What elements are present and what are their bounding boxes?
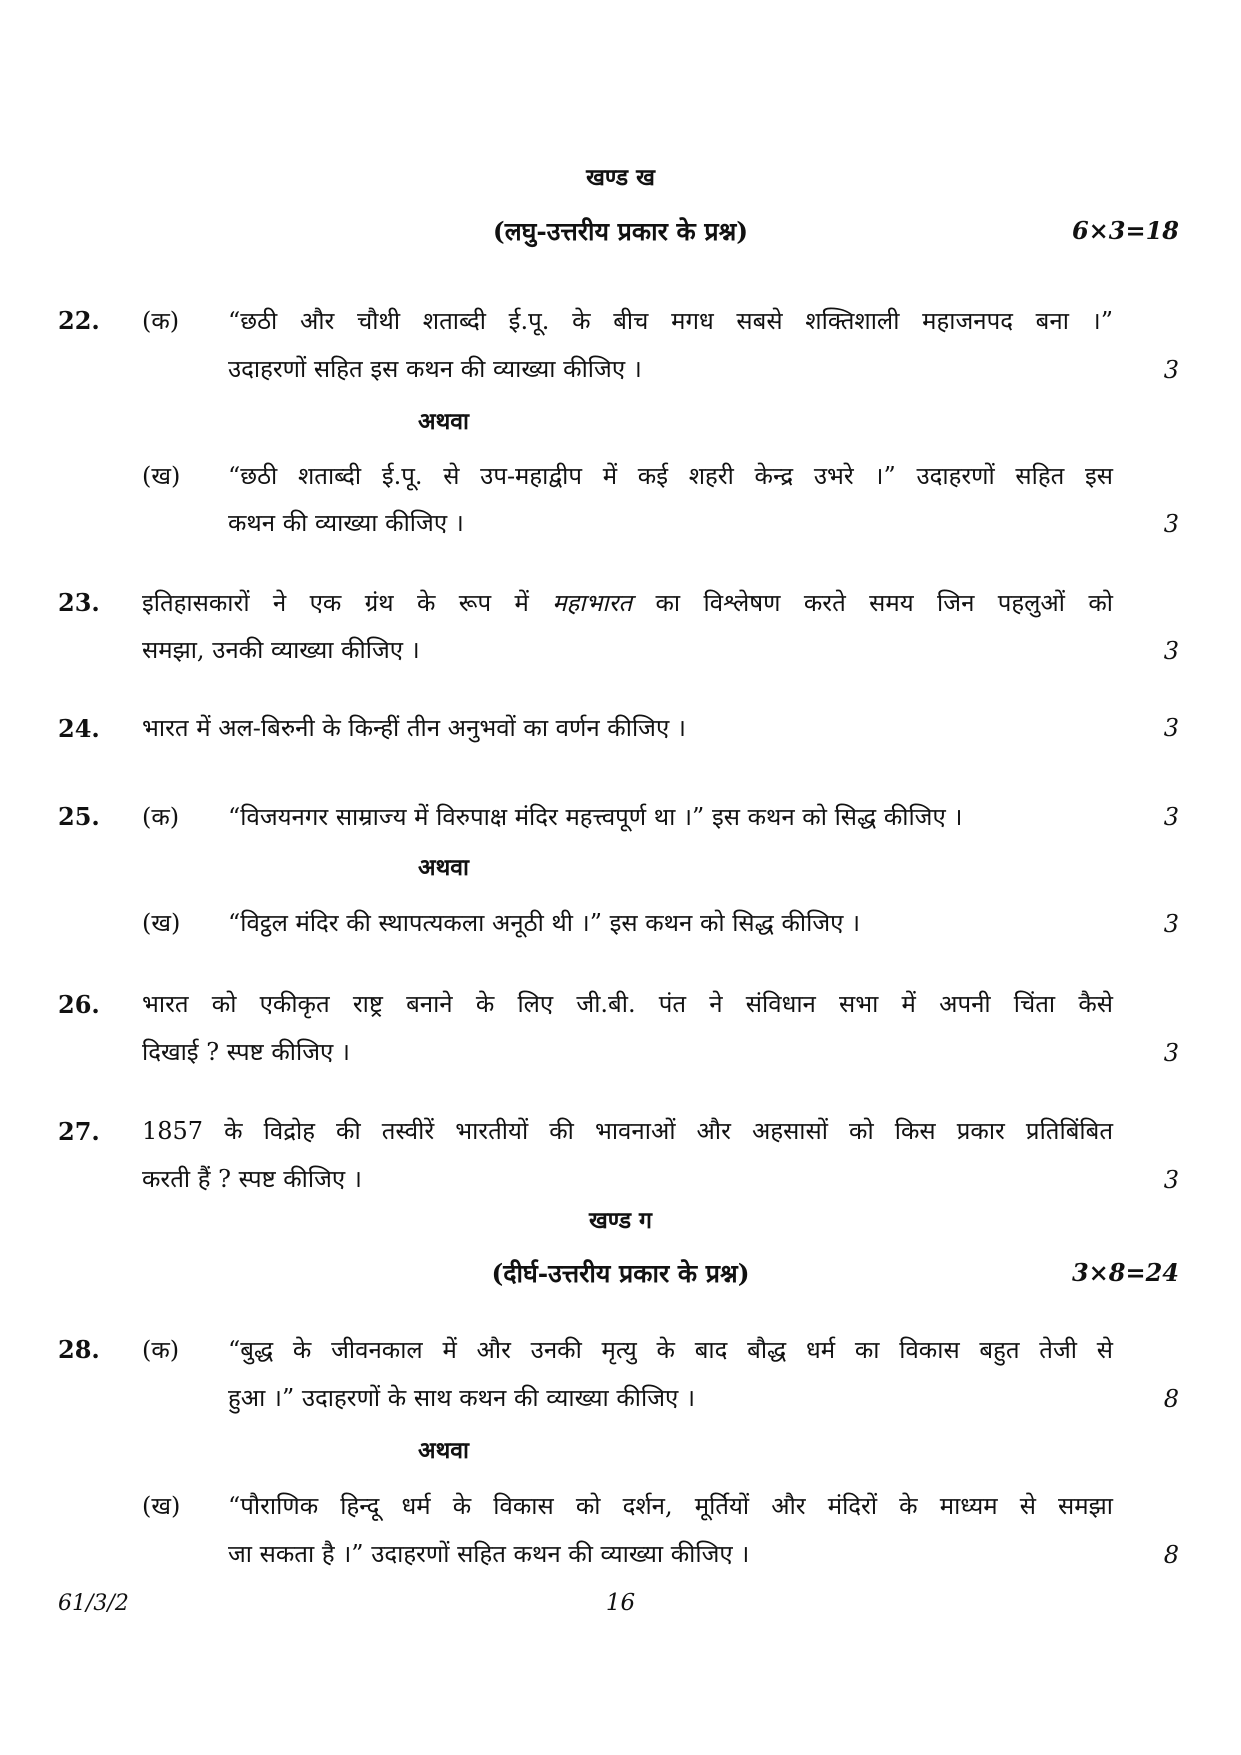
question-text: जा सकता है ।” उदाहरणों सहित कथन की व्याख्या कीजिए ।: [228, 1540, 750, 1568]
section-b-subtitle: (लघु-उत्तरीय प्रकार के प्रश्न): [492, 217, 749, 246]
marks: 3: [1163, 637, 1179, 665]
section-b-marks: 6×3=18: [1071, 216, 1179, 245]
question-number: 28.: [58, 1335, 100, 1364]
marks: 8: [1163, 1541, 1179, 1569]
question-text: भारत को एकीकृत राष्ट्र बनाने के लिए जी.बी. पंत ने संविधान सभा में अपनी चिंता कैसे: [142, 990, 1113, 1018]
question-number: 27.: [58, 1117, 100, 1146]
question-text: दिखाई ? स्पष्ट कीजिए ।: [142, 1038, 350, 1066]
option-label: (ख): [142, 909, 181, 937]
question-text: “छठी शताब्दी ई.पू. से उप-महाद्वीप में कई शहरी केन्द्र उभरे ।” उदाहरणों सहित इस: [228, 462, 1113, 490]
question-number: 22.: [58, 306, 100, 335]
marks: 3: [1163, 714, 1179, 742]
question-text: “विट्ठल मंदिर की स्थापत्यकला अनूठी थी ।” इस कथन को सिद्ध कीजिए ।: [228, 909, 861, 937]
marks: 3: [1163, 803, 1179, 831]
question-text: इतिहासकारों ने एक ग्रंथ के रूप में महाभारत का विश्लेषण करते समय जिन पहलुओं को: [142, 589, 1113, 617]
marks: 3: [1163, 510, 1179, 538]
question-number: 25.: [58, 802, 100, 831]
marks: 3: [1163, 1166, 1179, 1194]
or-label: अथवा: [418, 1437, 470, 1464]
section-c-subtitle: (दीर्घ-उत्तरीय प्रकार के प्रश्न): [491, 1259, 750, 1288]
section-c-marks: 3×8=24: [1071, 1258, 1179, 1287]
question-number: 23.: [58, 588, 100, 617]
question-text: करती हैं ? स्पष्ट कीजिए ।: [142, 1165, 362, 1193]
section-c-title: खण्ड ग: [588, 1207, 652, 1234]
question-number: 24.: [58, 714, 100, 743]
question-text: “बुद्ध के जीवनकाल में और उनकी मृत्यु के बाद बौद्ध धर्म का विकास बहुत तेजी से: [228, 1336, 1113, 1364]
question-text: भारत में अल-बिरुनी के किन्हीं तीन अनुभवों का वर्णन कीजिए ।: [142, 714, 686, 742]
book-title: महाभारत: [552, 589, 633, 617]
or-label: अथवा: [418, 854, 470, 881]
question-text: 1857 के विद्रोह की तस्वीरें भारतीयों की भावनाओं और अहसासों को किस प्रकार प्रतिबिंबित: [142, 1117, 1113, 1145]
question-text: हुआ ।” उदाहरणों के साथ कथन की व्याख्या कीजिए ।: [228, 1384, 696, 1412]
question-text: “विजयनगर साम्राज्य में विरुपाक्ष मंदिर महत्त्वपूर्ण था ।” इस कथन को सिद्ध कीजिए ।: [228, 803, 963, 831]
option-label: (क): [142, 1336, 180, 1364]
question-number: 26.: [58, 990, 100, 1019]
marks: 8: [1163, 1385, 1179, 1413]
marks: 3: [1163, 356, 1179, 384]
question-text: उदाहरणों सहित इस कथन की व्याख्या कीजिए ।: [228, 355, 642, 383]
marks: 3: [1163, 1039, 1179, 1067]
section-b-title: खण्ड ख: [586, 164, 655, 191]
page-number: 16: [605, 1590, 636, 1616]
paper-code: 61/3/2: [58, 1591, 129, 1616]
option-label: (ख): [142, 1492, 181, 1520]
question-text: “पौराणिक हिन्दू धर्म के विकास को दर्शन, मूर्तियों और मंदिरों के माध्यम से समझा: [228, 1492, 1113, 1520]
marks: 3: [1163, 910, 1179, 938]
question-text: “छठी और चौथी शताब्दी ई.पू. के बीच मगध सबसे शक्तिशाली महाजनपद बना ।”: [228, 307, 1113, 335]
option-label: (क): [142, 307, 180, 335]
or-label: अथवा: [418, 408, 470, 435]
option-label: (क): [142, 803, 180, 831]
question-text: कथन की व्याख्या कीजिए ।: [228, 509, 464, 537]
question-text: समझा, उनकी व्याख्या कीजिए ।: [142, 636, 420, 664]
option-label: (ख): [142, 462, 181, 490]
